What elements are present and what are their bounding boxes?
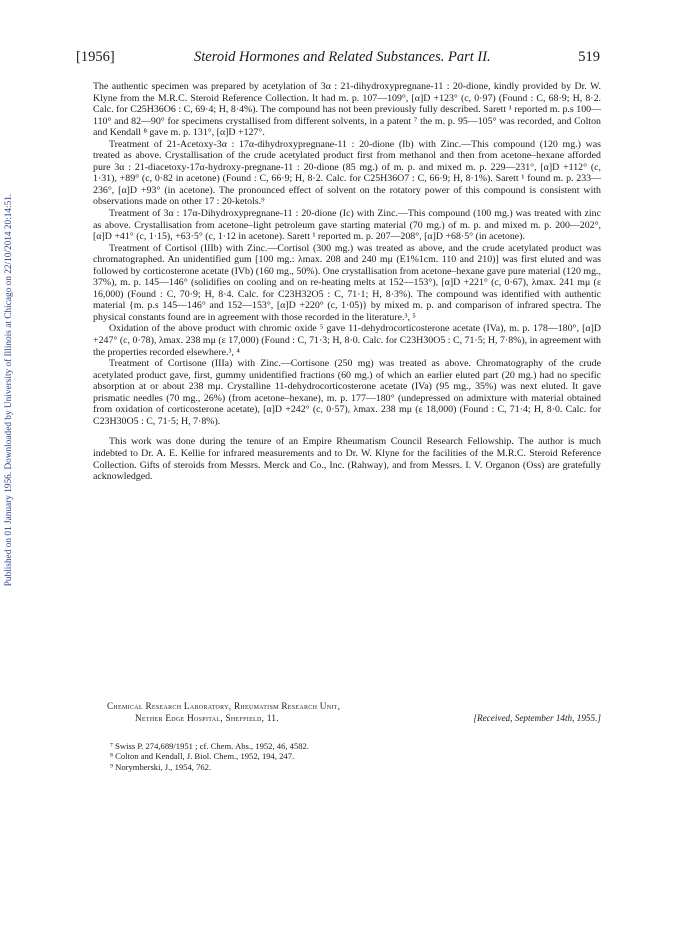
author-address xyxy=(93,701,601,724)
header-title: Steroid Hormones and Related Substances. Part II. xyxy=(194,49,491,65)
received-date: [Received, September 14th, 1955.] xyxy=(473,712,601,723)
paragraph-oxidation: Oxidation of the above product with chromic oxide ⁵ gave 11-dehydrocorticosterone acetate (IVa), m. p. 178—180°, [α]D +247° (c, 0·78), λmax. 238 mμ (ε 17,000) (Found : C, 71·3; H, 8·0. Calc. for C23H30O5 : C, 71·5; H, 7·8%), in agreement with the properties recorded elsewhere.³, ⁴ xyxy=(93,323,601,358)
paragraph-treatment-acetoxy: Treatment of 21-Acetoxy-3α : 17α-dihydroxypregnane-11 : 20-dione (Ib) with Zinc.—This compound (120 mg.) was treated as above. Crystallisation of the crude acetylated product first from methanol and then from acetone–hexane afforded pure 3α : 21-diacetoxy-17α-hydroxy-pregnane-11 : 20-dione (85 mg.) of m. p. and mixed m. p. 229—231°, [α]D +112° (c, 1·31), +89° (c, 0·82 in acetone) (Found : C, 66·9; H, 8·2. Calc. for C25H36O7 : C, 66·9; H, 8·1%). Sarett ¹ found m. p. 233—236°, [α]D +93° (in acetone). The pronounced effect of solvent on the rotatory power of this compound is consistent with observations made on other 17 : 20-ketols.⁹ xyxy=(93,138,601,208)
running-header xyxy=(76,49,600,67)
header-year: [1956] xyxy=(76,49,115,65)
references xyxy=(110,741,600,772)
reference-item: ⁸ Colton and Kendall, J. Biol. Chem., 1952, 194, 247. xyxy=(110,751,295,762)
page-number: 519 xyxy=(578,49,600,65)
address-line-2: Nether Edge Hospital, Sheffield, 11. xyxy=(135,712,279,723)
paragraph-authentic-specimen: The authentic specimen was prepared by acetylation of 3α : 21-dihydroxypregnane-11 : 20-dione, kindly provided by Dr. W. Klyne from the M.R.C. Steroid Reference Collection. It had m. p. 107—109°, [α]D +123° (c, 0·97) (Found : C, 68·9; H, 8·2. Calc. for C25H36O6 : C, 69·4; H, 8·4%). The compound has not been previously fully described. Sarett ¹ reported m. p.s 100—110° and 82—90° for specimens crystallised from different solvents, in a patent ⁷ the m. p. 95—105° was recorded, and Colton and Kendall ⁸ gave m. p. 131°, [α]D +127°. xyxy=(93,81,601,139)
reference-item: ⁹ Norymberski, J., 1954, 762. xyxy=(110,761,212,772)
reference-item: ⁷ Swiss P. 274,689/1951 ; cf. Chem. Abs., 1952, 46, 4582. xyxy=(110,741,309,751)
acknowledgement: This work was done during the tenure of an Empire Rheumatism Council Research Fellowship. The author is much indebted to Dr. A. E. Kellie for infrared measurements and to Dr. W. Klyne for the facilities of the M.R.C. Steroid Reference Collection. Gifts of steroids from Messrs. Merck and Co., Inc. (Rahway), and from Messrs. I. V. Organon (Oss) are gratefully acknowledged. xyxy=(93,436,601,483)
paragraph-treatment-cortisol: Treatment of Cortisol (IIIb) with Zinc.—Cortisol (300 mg.) was treated as above, and the crude acetylated product was chromatographed. An unidentified gum [100 mg.: λmax. 208 and 240 mμ (E1%1cm. 110 and 210)] was first eluted and was followed by corticosterone acetate (IVb) (160 mg., 50%). One crystallisation from acetone–hexane gave pure material (120 mg., 37%), m. p. 145—146° (solidifies on cooling and on re-heating melts at 152—153°), [α]D +221° (c, 0·67), λmax. 241 mμ (ε 16,000) (Found : C, 70·9; H, 8·4. Calc. for C23H32O5 : C, 71·1; H, 8·3%). The compound was identified with authentic material {m. p.s 145—146° and 152—153°, [α]D +220° (c, 1·05)} by mixed m. p. and comparison of infrared spectra. The physical constants found are in agreement with those recorded in the literature.³, ⁵ xyxy=(93,242,601,323)
article-body xyxy=(93,81,601,483)
download-notice xyxy=(2,120,16,660)
download-notice-text: Published on 01 January 1956. Downloaded by University of Illinois at Chicago on 22/10/2014 20:14:51. xyxy=(4,193,14,587)
paragraph-treatment-cortisone: Treatment of Cortisone (IIIa) with Zinc.—Cortisone (250 mg) was treated as above. Chromatography of the crude acetylated product gave, first, gummy unidentified fractions (60 mg.) of which an earlier eluted part (20 mg.) had no specific absorption at or about 238 mμ. Crystalline 11-dehydrocorticosterone acetate (IVa) (95 mg., 35%) was next eluted. It gave prismatic needles (70 mg., 26%) (from acetone–hexane), m. p. 177—180° (undepressed on admixture with material obtained from oxidation of corticosterone acetate), [α]D +242° (c, 0·57), λmax. 238 mμ (ε 18,000) (Found : C, 71·4; H, 8·0. Calc. for C23H30O5 : C, 71·5; H, 7·8%). xyxy=(93,358,602,427)
paragraph-treatment-dihydroxy: Treatment of 3α : 17α-Dihydroxypregnane-11 : 20-dione (Ic) with Zinc.—This compound (100 mg.) was treated with zinc as above. Crystallisation from acetone–light petroleum gave starting material (70 mg.) of m. p. and mixed m. p. 200—202°, [α]D +41° (c, 1·15), +63·5° (c, 1·12 in acetone). Sarett ¹ reported m. p. 207—208°, [α]D +68·5° (in acetone). xyxy=(93,208,601,243)
address-line-1: Chemical Research Laboratory, Rheumatism Research Unit, xyxy=(107,701,341,711)
